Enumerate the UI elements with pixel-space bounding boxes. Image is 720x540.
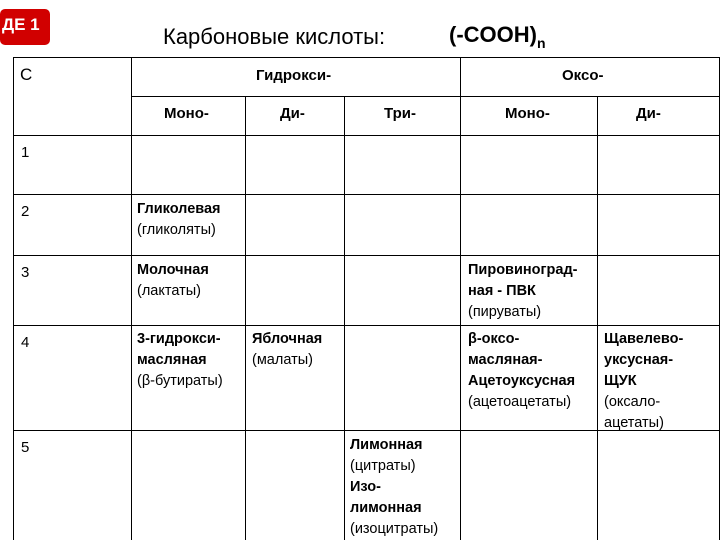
corner-carbon-label: С <box>20 65 33 84</box>
acid-name: уксусная- <box>604 352 674 368</box>
cell-lactic-acid <box>137 260 209 302</box>
row-number: 5 <box>21 439 30 456</box>
row-number: 2 <box>21 203 30 220</box>
column-header-hydroxy-di: Ди- <box>280 105 305 122</box>
table-line <box>245 96 246 540</box>
acid-name: масляная- <box>468 352 543 368</box>
salt-name: (оксало- <box>604 394 661 410</box>
table-line <box>597 96 598 540</box>
column-header-hydroxy-mono: Моно- <box>164 105 209 122</box>
salt-name: (изоцитраты) <box>350 521 439 537</box>
column-header-oxo-di: Ди- <box>636 105 661 122</box>
acid-name: β-оксо- <box>468 331 520 347</box>
salt-name: (ацетоацетаты) <box>468 394 572 410</box>
row-number: 4 <box>21 334 30 351</box>
table-line <box>13 57 720 58</box>
table-line <box>13 194 720 195</box>
table-line <box>13 325 720 326</box>
cell-oxobutyric-acid <box>468 329 575 413</box>
salt-name: (цитраты) <box>350 458 416 474</box>
acid-name: Изо- <box>350 479 381 495</box>
table-line <box>460 57 461 540</box>
page-title: Карбоновые кислоты: <box>163 24 386 49</box>
salt-name: (гликоляты) <box>137 222 216 238</box>
cell-pyruvic-acid <box>468 260 578 323</box>
acid-name: 3-гидрокси- <box>137 331 221 347</box>
cell-hydroxybutyric-acid <box>137 329 223 392</box>
cell-glycolic-acid <box>137 199 221 241</box>
table-line <box>13 255 720 256</box>
acid-name: Пировиноград- <box>468 262 578 278</box>
cell-malic-acid <box>252 329 322 371</box>
group-hydroxy-header: Гидрокси- <box>256 67 332 84</box>
acid-name: Ацетоуксусная <box>468 373 576 389</box>
column-header-hydroxy-tri: Три- <box>384 105 416 122</box>
acid-name: лимонная <box>350 500 422 516</box>
table-line <box>344 96 345 540</box>
acid-name: ная - ПВК <box>468 283 536 299</box>
group-oxo-header: Оксо- <box>562 67 604 84</box>
salt-name: (пируваты) <box>468 304 542 320</box>
cell-citric-acid <box>350 435 438 540</box>
formula-subscript: n <box>536 35 546 51</box>
table-line <box>131 96 720 97</box>
salt-name: ацетаты) <box>604 415 664 431</box>
cell-oxaloacetic-acid <box>604 329 683 434</box>
acid-name: Молочная <box>137 262 209 278</box>
column-header-oxo-mono: Моно- <box>505 105 550 122</box>
acid-name: ЩУК <box>604 373 637 389</box>
table-line <box>13 135 720 136</box>
topic-badge-label: ДЕ 1 <box>2 15 40 34</box>
acid-name: Лимонная <box>350 437 423 453</box>
acid-name: Яблочная <box>252 331 323 347</box>
salt-name: (малаты) <box>252 352 313 368</box>
row-number: 1 <box>21 144 30 161</box>
salt-name: (β-бутираты) <box>137 373 223 389</box>
table-line <box>13 57 14 540</box>
acid-name: Щавелево- <box>604 331 684 347</box>
acid-name: Гликолевая <box>137 201 221 217</box>
formula-main: (-COOH) <box>449 22 537 47</box>
table-line <box>131 57 132 540</box>
acid-name: масляная <box>137 352 207 368</box>
salt-name: (лактаты) <box>137 283 201 299</box>
row-number: 3 <box>21 264 30 281</box>
